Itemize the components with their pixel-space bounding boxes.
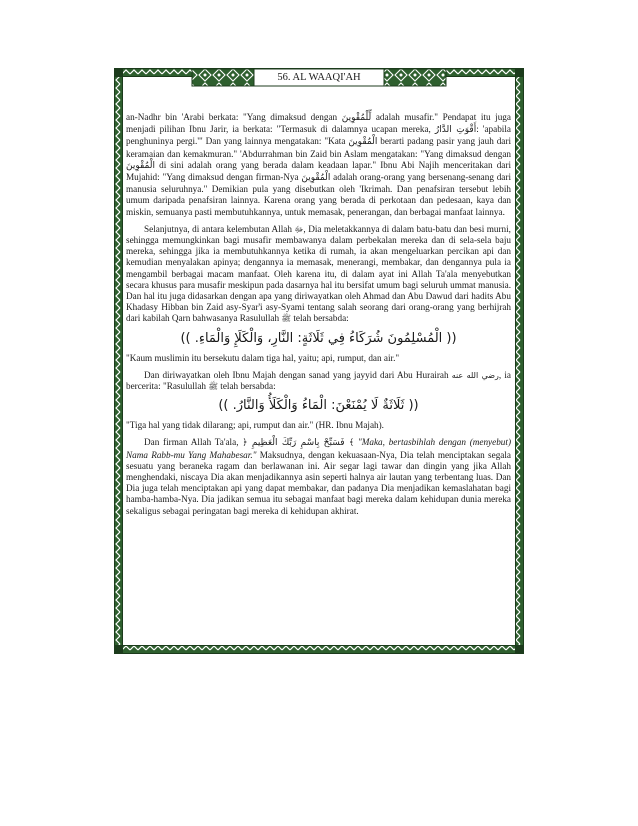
page-frame [114,68,524,654]
p4-arabic-verse: ﴿ فَسَبِّحْ بِاسْمِ رَبِّكَ الْعَظِيمِ ﴾ [242,438,355,449]
p1-text-b: adalah musafir." Pendapat itu juga menjadi pilihan Ibnu Jarir, ia berkata: "Termasuk di dalamnya ucapan mereka, [126,112,511,135]
swt-glyph: ﷻ [294,224,304,234]
p1-arabic-2: أَقْوَتِ الدَّارُ [434,125,477,136]
p2-text-c: telah bersabda: [291,313,349,324]
saw-glyph-2: ﷺ [208,382,218,392]
hadith-2-arabic: (( ثَلَاثَةٌ لَا يُمْنَعْنَ: الْمَاءُ وَالْكَلَأُ وَالنَّارُ. )) [218,398,419,414]
p3-text-b: , ia bercerita: "Rasulullah [126,369,511,392]
p2-text-a: Selanjutnya, di antara kelembutan Allah [144,223,295,234]
page-header-title: 56. AL WAAQI'AH [263,71,375,85]
paragraph-4 [126,437,511,516]
p1-text-a: an-Nadhr bin 'Arabi berkata: "Yang dimaksud dengan [126,112,342,122]
paragraph-2 [126,224,511,325]
p4-verse-translation: "Maka, bertasbihlah dengan (menyebut) Nama Rabb-mu Yang Mahabesar." [126,437,512,460]
hadith-1-translation: "Kaum muslimin itu bersekutu dalam tiga hal, yaitu; api, rumput, dan air." [126,352,400,363]
p1-text-d: berarti padang pasir yang jauh dari keramaian dan kemakmuran." 'Abdurrahman bin Zaid bin Aslam mengatakan: "Yang dimaksud dengan [126,136,511,159]
p2-text-b: , Dia meletakkannya di dalam batu-batu dan besi murni, sehingga memungkinkan bagi musafir membawanya dalam perbekalan mereka dan di sela-sela baju mereka, sehingga jika ia membutuhkannya ketika di rumah, ia akan mengeluarkan percikan api dan kemudian menyalakan apinya; dengannya ia memasak, menerangi, membakar, dan dengannya pula ia mengambil berbagai macam manfaat. Oleh karena itu, di dalam ayat ini Allah Ta'ala menyebutkan secara khusus para musafir meskipun pada dasarnya hal itu bersifat umum bagi seluruh ummat manusia. Dan hal itu juga didasarkan dengan apa yang diriwayatkan oleh Ahmad dan Abu Dawud dari hadits Abu Khadasy Hibban bin Zaid asy-Syar'i asy-Syami tentang salah seorang dari orang-orang yang berhijrah dari kabilah Qarn bahwasanya Rasulullah [126,223,511,324]
hadith-1-arabic: (( الْمُسْلِمُونَ شُرَكَاءُ فِي ثَلَاثَةٍ: النَّارِ، وَالْكَلَإِ وَالْمَاءِ. )) [180,330,457,346]
p3-text-c: telah bersabda: [218,381,276,392]
hadith-2-translation: "Tiga hal yang tidak dilarang; api, rumput dan air." (HR. Ibnu Majah). [126,420,384,431]
p1-arabic-1: لِّلْمُقْوِينَ [341,113,372,123]
ra-glyph: رضي الله عنه [451,370,499,380]
p1-text-f: adalah orang-orang yang bersenang-senang dari manusia seluruhnya." Demikian pula yang disebutkan oleh 'Ikrimah. Dan penafsiran tersebut lebih umum daripada penafsiran lainnya. Karena orang yang berada di perkotaan dan pedesaan, kaya dan miskin, semuanya pasti membutuhkannya, untuk memasak, penerangan, dan berbagai manfaat lainnya. [126,172,511,217]
body-text [126,112,511,517]
saw-glyph: ﷺ [281,314,292,324]
p1-text-e: di sini adalah orang yang berada dalam keadaan lapar." Ibnu Abi Najih menceritakan dari Mujahid: "Yang dimaksud dengan firman-Nya [126,159,511,183]
p1-arabic-3: الْمُقْوِينَ [348,137,378,148]
p1-arabic-4: الْمُقْوِينَ [126,160,156,171]
p1-text-c: : 'apabila penghuninya pergi.'" Dan yang lainnya mengatakan: "Kata [126,124,511,147]
paragraph-3 [126,370,511,392]
p4-text-a: Dan firman Allah Ta'ala, [144,437,243,448]
p1-arabic-5: الْمُقْوِينَ [301,173,331,184]
p4-text-c: Maksudnya, dengan kekuasaan-Nya, Dia telah menciptakan segala sesuatu yang beraneka ragam dan berlawanan ini. Air segar lagi tawar dan dingin yang jika Allah menghendaki, niscaya Dia akan menjadikannya asin seperti halnya air lautan yang terbentang luas. Dan Dia juga telah menciptakan api yang dapat membakar, dan padanya Dia menjadikan kemaslahatan bagi hamba-hamba-Nya. Dia jadikan semua itu sebagai manfaat bagi mereka dalam kehidupan dunia mereka sekaligus sebagai peringatan bagi mereka di kehidupan akhirat. [126,449,512,516]
p3-text-a: Dan diriwayatkan oleh Ibnu Majah dengan sanad yang jayyid dari Abu Hurairah [144,369,452,380]
paragraph-1 [126,112,511,218]
